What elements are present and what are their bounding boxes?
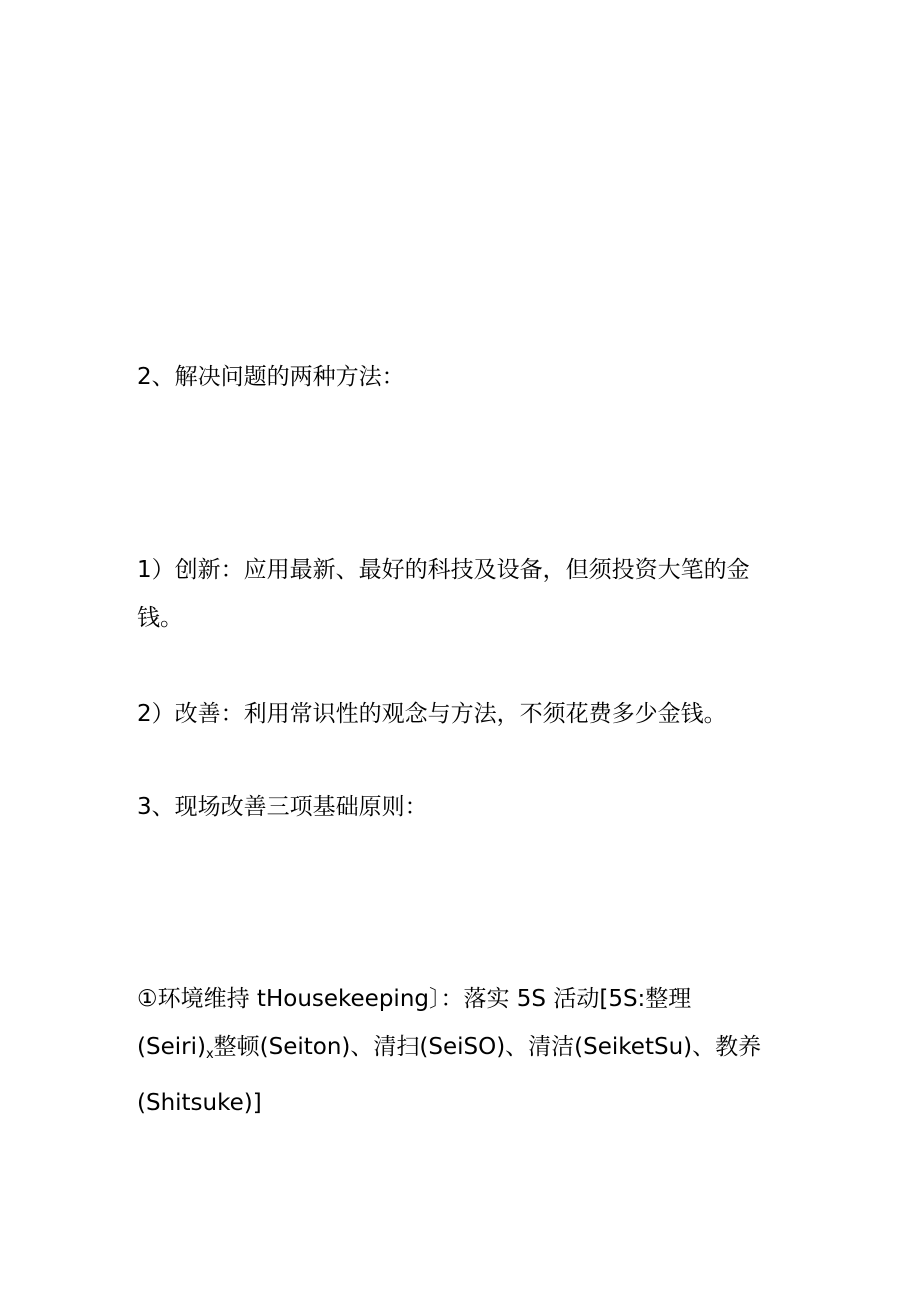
heading-text: 3、现场改善三项基础原则：	[137, 794, 428, 820]
seiton-list-text: 整顿(Seiton)、清扫(SeiSO)、清洁(SeiketSu)、教养	[213, 1034, 762, 1060]
paragraph-line: 2）改善：利用常识性的观念与方法，不须花费多少金钱。	[137, 701, 727, 727]
paragraph-housekeeping	[137, 975, 777, 1127]
seiri-text: (Seiri)	[137, 1034, 206, 1060]
paragraph-line: (Shitsuke)]	[137, 1090, 262, 1116]
section-heading-3	[137, 783, 777, 831]
section-heading-2	[137, 353, 777, 401]
subscript-mark: x	[205, 1047, 214, 1062]
paragraph-line	[137, 1023, 777, 1079]
paragraph-line: 1）创新：应用最新、最好的科技及设备，但须投资大笔的金	[137, 557, 750, 583]
paragraph-kaizen	[137, 690, 777, 738]
paragraph-line: 钱。	[137, 605, 183, 631]
paragraph-line: ①环境维持 tHousekeeping〕：落实 5S 活动[5S:整理	[137, 986, 692, 1012]
paragraph-innovation	[137, 546, 777, 642]
heading-text: 2、解决问题的两种方法：	[137, 364, 405, 390]
